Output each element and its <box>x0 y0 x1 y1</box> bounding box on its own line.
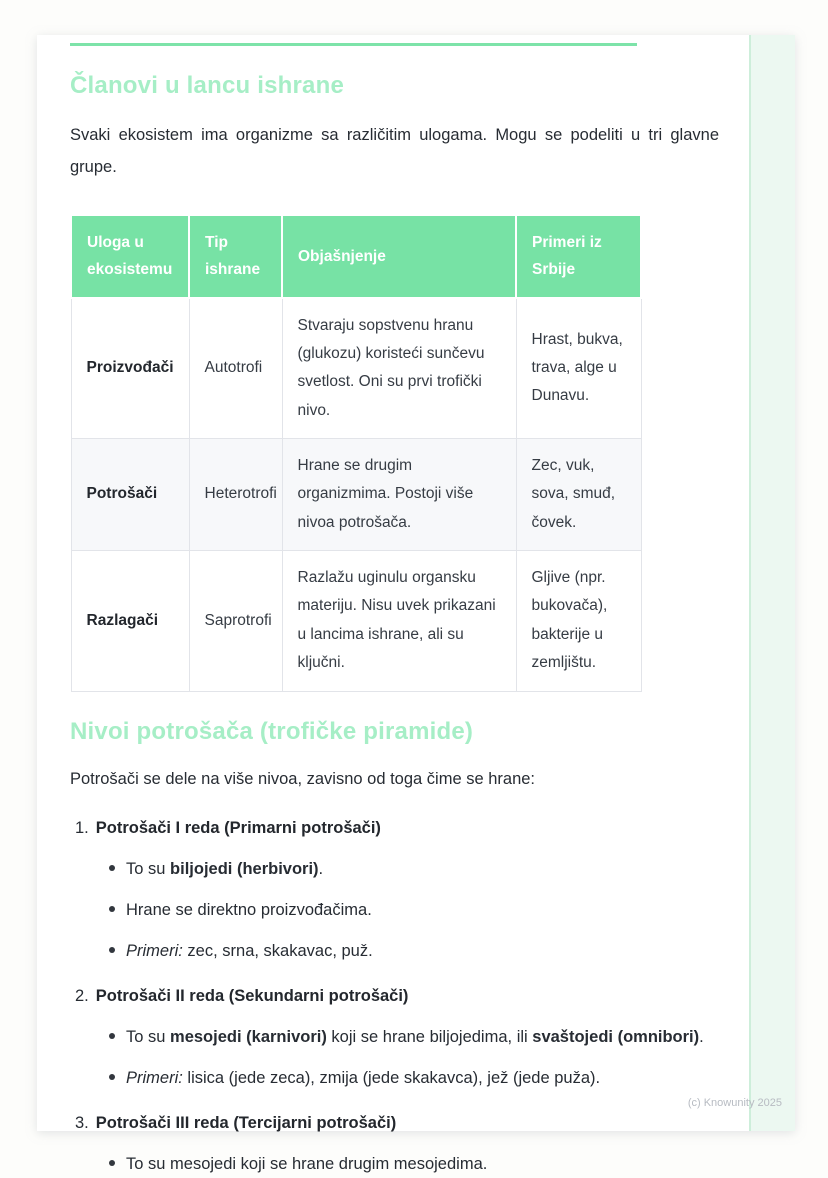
header-primeri: Primeri iz Srbije <box>516 215 641 297</box>
header-uloga: Uloga u ekosistemu <box>71 215 189 297</box>
text-run-italic: Primeri: <box>126 941 183 960</box>
cell-type: Autotrofi <box>189 298 282 439</box>
level-3-title: Potrošači III reda (Tercijarni potrošači) <box>95 1113 397 1132</box>
cell-role: Potrošači <box>71 439 189 551</box>
text-run-italic: Primeri: <box>126 1068 183 1087</box>
bullet <box>126 1023 719 1051</box>
level-2-number: 2. <box>75 986 89 1005</box>
table-row <box>71 298 641 439</box>
table-row <box>71 439 641 551</box>
list-item-level-3 <box>70 1114 719 1178</box>
cell-examples: Zec, vuk, sova, smuđ, čovek. <box>516 439 641 551</box>
cell-explanation: Hrane se drugim organizmima. Postoji više nivoa potrošača. <box>282 439 516 551</box>
section-title-nivoi: Nivoi potrošača (trofičke piramide) <box>70 717 474 745</box>
bullet <box>126 1150 719 1178</box>
text-run: To su mesojedi koji se hrane drugim mesojedima. <box>126 1154 488 1173</box>
section-title-clanovi: Članovi u lancu ishrane <box>70 72 345 99</box>
document-page <box>37 35 795 1173</box>
level-1-bullets <box>70 855 719 965</box>
cell-role: Razlagači <box>71 551 189 691</box>
text-run: . <box>318 859 324 878</box>
table-header-row <box>71 215 641 297</box>
cell-explanation: Stvaraju sopstvenu hranu (glukozu) koristeći sunčevu svetlost. Oni su prvi trofički nivo. <box>282 298 516 439</box>
header-tip-ishrane: Tip ishrane <box>189 215 282 297</box>
table-bottom-rule <box>70 43 637 46</box>
text-run: zec, srna, skakavac, puž. <box>182 941 373 960</box>
level-2-bullets <box>70 1023 719 1092</box>
page-content <box>37 35 795 1178</box>
consumer-levels-list <box>70 819 719 1178</box>
section2-lead-paragraph: Potrošači se dele na više nivoa, zavisno od toga čime se hrane: <box>70 769 536 788</box>
cell-examples: Gljive (npr. bukovača), bakterije u zemljištu. <box>516 551 641 691</box>
cell-explanation: Razlažu uginulu organsku materiju. Nisu uvek prikazani u lancima ishrane, ali su ključni. <box>282 551 516 691</box>
text-run: To su <box>126 1027 171 1046</box>
text-run: To su <box>126 859 171 878</box>
bullet <box>126 896 719 924</box>
text-run-bold: biljojedi (herbivori) <box>170 859 319 878</box>
level-2-title: Potrošači II reda (Sekundarni potrošači) <box>95 986 409 1005</box>
level-3-number: 3. <box>75 1113 89 1132</box>
cell-type: Heterotrofi <box>189 439 282 551</box>
level-1-title: Potrošači I reda (Primarni potrošači) <box>95 818 381 837</box>
list-item-level-1 <box>70 819 719 965</box>
level-2-heading <box>70 987 719 1006</box>
level-1-heading <box>70 819 719 838</box>
text-run-bold: mesojedi (karnivori) <box>170 1027 327 1046</box>
header-objasnjenje: Objašnjenje <box>282 215 516 297</box>
text-run: lisica (jede zeca), zmija (jede skakavca), jež (jede puža). <box>182 1068 601 1087</box>
level-1-number: 1. <box>75 818 89 837</box>
ecosystem-roles-table <box>70 214 642 691</box>
copyright-watermark: (c) Knowunity 2025 <box>687 1097 782 1109</box>
cell-examples: Hrast, bukva, trava, alge u Dunavu. <box>516 298 641 439</box>
text-run: . <box>699 1027 704 1046</box>
table-row <box>71 551 641 691</box>
level-3-heading <box>70 1114 719 1133</box>
text-run: Hrane se direktno proizvođačima. <box>126 900 372 919</box>
bullet <box>126 1064 719 1092</box>
text-run-bold: svaštojedi (omnibori) <box>532 1027 700 1046</box>
bullet <box>126 937 719 965</box>
cell-type: Saprotrofi <box>189 551 282 691</box>
level-3-bullets <box>70 1150 719 1178</box>
cell-role: Proizvođači <box>71 298 189 439</box>
bullet <box>126 855 719 883</box>
text-run: koji se hrane biljojedima, ili <box>326 1027 533 1046</box>
section1-intro-paragraph: Svaki ekosistem ima organizme sa različitim ulogama. Mogu se podeliti u tri glavne grupe. <box>70 126 719 177</box>
list-item-level-2 <box>70 987 719 1092</box>
